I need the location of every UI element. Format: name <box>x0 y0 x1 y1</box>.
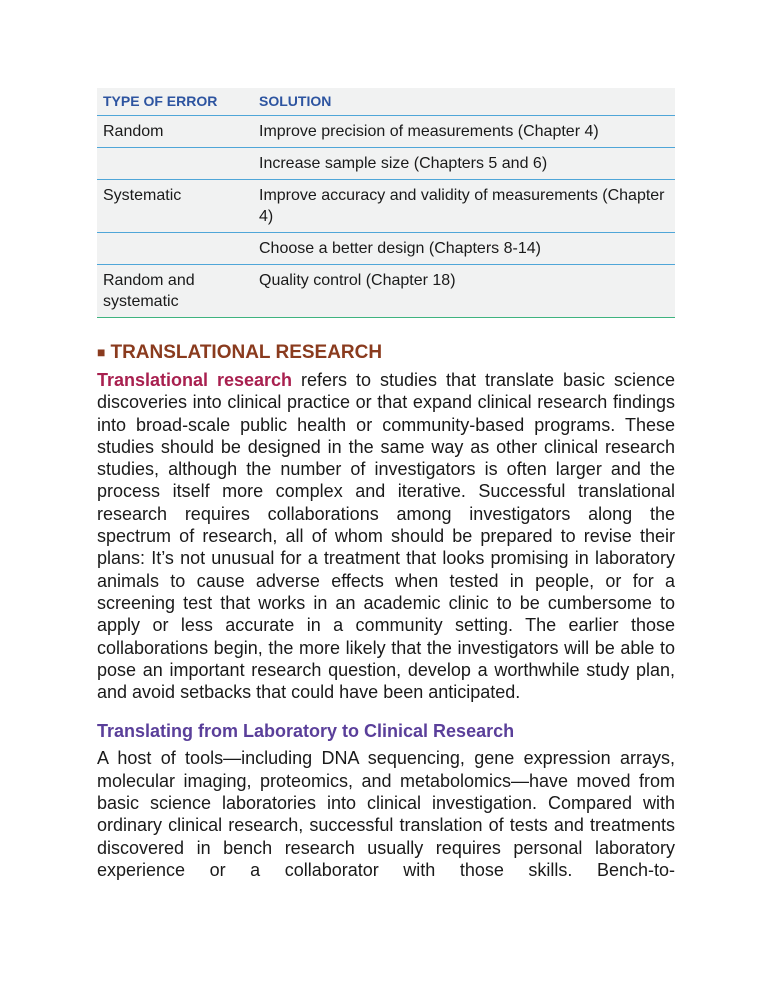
error-type-cell: Random and systematic <box>97 265 253 318</box>
solution-cell: Choose a better design (Chapters 8-14) <box>253 233 675 265</box>
table-row <box>97 180 675 233</box>
error-type-cell <box>97 233 253 265</box>
subsection-heading: Translating from Laboratory to Clinical Research <box>97 721 515 742</box>
translational-research-paragraph <box>97 369 675 703</box>
solution-cell: Improve precision of measurements (Chapter 4) <box>253 116 675 148</box>
column-header-type-of-error: TYPE OF ERROR <box>97 88 253 116</box>
column-header-solution: SOLUTION <box>253 88 675 116</box>
page-content <box>97 88 675 881</box>
error-solution-table <box>97 88 675 318</box>
table-row <box>97 116 675 148</box>
table-row <box>97 233 675 265</box>
solution-cell: Quality control (Chapter 18) <box>253 265 675 318</box>
paragraph-text: refers to studies that translate basic science discoveries into clinical practice or that expand clinical research findings into broad-scale public health or community-based programs. These studies should be designed in the same way as other clinical research studies, although the number of investigators is often larger and the process itself more complex and iterative. Successful translational research requires collaborations among investigators along the spectrum of research, all of whom should be prepared to revise their plans: It’s not unusual for a treatment that looks promising in laboratory animals to cause adverse effects when tested in people, or for a screening test that works in an academic clinic to be cumbersome to apply or less accurate in a community setting. The earlier those collaborations begin, the more likely that the investigators will be able to pose an important research question, develop a worthwhile study plan, and avoid setbacks that could have been anticipated. <box>97 370 675 703</box>
error-type-cell <box>97 148 253 180</box>
error-type-cell: Systematic <box>97 180 253 233</box>
solution-cell: Increase sample size (Chapters 5 and 6) <box>253 148 675 180</box>
square-bullet-icon: ■ <box>97 344 106 360</box>
key-term: Translational research <box>97 370 293 390</box>
error-type-cell: Random <box>97 116 253 148</box>
table-row <box>97 265 675 318</box>
solution-cell: Improve accuracy and validity of measurements (Chapter 4) <box>253 180 675 233</box>
table-header-row <box>97 88 675 116</box>
section-heading <box>97 341 675 365</box>
laboratory-paragraph: A host of tools—including DNA sequencing, gene expression arrays, molecular imaging, proteomics, and metabolomics—have moved from basic science laboratories into clinical investigation. Compared with ordinary clinical research, successful translation of tests and treatments discovered in bench research usually requires personal laboratory experience or a collaborator with those skills. Bench-to- <box>97 748 675 880</box>
section-title: TRANSLATIONAL RESEARCH <box>110 342 383 363</box>
table-row <box>97 148 675 180</box>
